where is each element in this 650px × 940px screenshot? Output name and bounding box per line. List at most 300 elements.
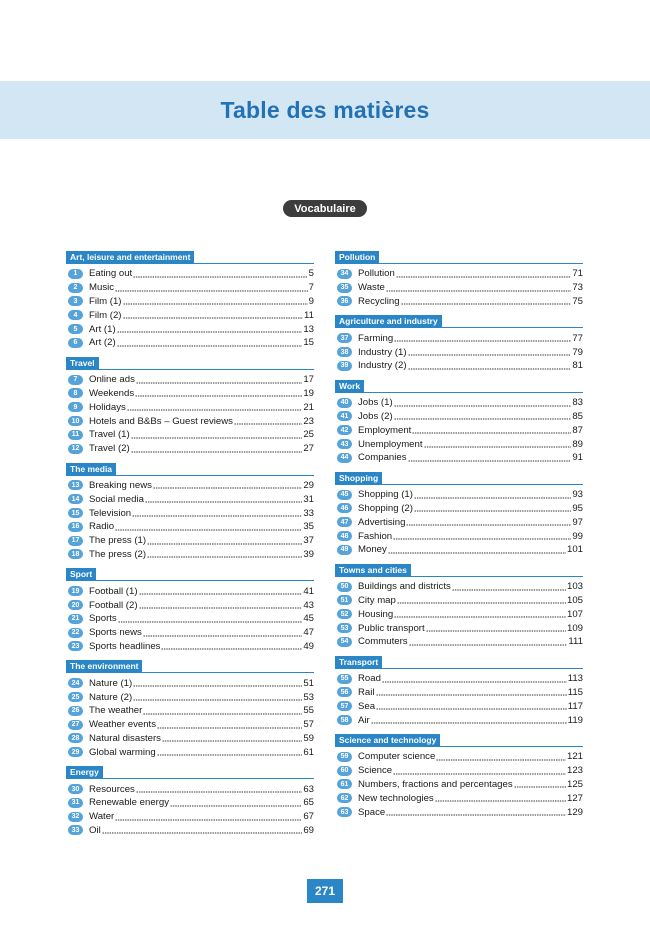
section-heading-label: Pollution: [335, 251, 379, 263]
unit-number-badge: 30: [68, 784, 83, 794]
toc-entry[interactable]: [66, 267, 314, 281]
entry-label: Fashion: [358, 530, 393, 542]
entry-label: Companies: [358, 452, 407, 464]
entry-page: 25: [303, 429, 314, 441]
unit-number-badge: 18: [68, 549, 83, 559]
unit-number-badge: 31: [68, 798, 83, 808]
entry-page: 105: [566, 594, 583, 606]
toc-entry[interactable]: [66, 492, 314, 506]
entry-page: 65: [303, 797, 314, 809]
entry-label: Natural disasters: [89, 732, 161, 744]
toc-entry[interactable]: [335, 488, 583, 502]
entry-label: Pollution: [358, 268, 395, 280]
dot-leader: [157, 721, 302, 729]
entry-label: Jobs (2): [358, 410, 393, 422]
entry-label: Weekends: [89, 387, 135, 399]
entry-label: Travel (2): [89, 443, 130, 455]
entry-page: 15: [303, 337, 314, 349]
section-heading-label: Shopping: [335, 472, 382, 484]
entry-page: 91: [572, 452, 583, 464]
dot-leader: [115, 523, 302, 531]
unit-number-badge: 56: [337, 687, 352, 697]
dot-leader: [153, 481, 302, 489]
toc-section: [335, 380, 583, 465]
dot-leader: [136, 376, 302, 384]
unit-number-badge: 59: [337, 752, 352, 762]
unit-number-badge: 42: [337, 425, 352, 435]
toc-entry[interactable]: [66, 704, 314, 718]
toc-entry[interactable]: [335, 805, 583, 819]
toc-entry[interactable]: [66, 796, 314, 810]
toc-entry[interactable]: [335, 594, 583, 608]
entry-page: 83: [572, 397, 583, 409]
unit-number-badge: 47: [337, 517, 352, 527]
toc-section: [66, 766, 314, 837]
entry-label: Sports: [89, 613, 117, 625]
dot-leader: [394, 610, 566, 618]
entry-label: Jobs (1): [358, 397, 393, 409]
dot-leader: [115, 813, 302, 821]
dot-leader: [147, 537, 302, 545]
dot-leader: [376, 702, 567, 710]
entry-label: Hotels and B&Bs – Guest reviews: [89, 415, 233, 427]
toc-entry[interactable]: [66, 640, 314, 654]
section-heading-label: Science and technology: [335, 734, 440, 746]
entry-label: Waste: [358, 282, 385, 294]
toc-entry[interactable]: [335, 515, 583, 529]
section-heading: [335, 564, 583, 577]
toc-section: [335, 564, 583, 649]
entry-page: 123: [566, 765, 583, 777]
entry-label: Football (2): [89, 599, 138, 611]
unit-number-badge: 20: [68, 600, 83, 610]
toc-entry[interactable]: [335, 713, 583, 727]
unit-number-badge: 13: [68, 480, 83, 490]
unit-number-badge: 22: [68, 628, 83, 638]
toc-entry[interactable]: [335, 359, 583, 373]
entry-page: 73: [572, 282, 583, 294]
unit-number-badge: 26: [68, 706, 83, 716]
entry-label: Breaking news: [89, 479, 152, 491]
toc-entry[interactable]: [66, 612, 314, 626]
dot-leader: [133, 679, 302, 687]
dot-leader: [115, 284, 308, 292]
unit-number-badge: 17: [68, 536, 83, 546]
unit-number-badge: 28: [68, 733, 83, 743]
entry-page: 13: [303, 323, 314, 335]
toc-entry[interactable]: [66, 782, 314, 796]
unit-number-badge: 16: [68, 522, 83, 532]
entry-label: Sea: [358, 700, 376, 712]
dot-leader: [127, 403, 303, 411]
toc-entry[interactable]: [66, 387, 314, 401]
entry-label: Holidays: [89, 401, 126, 413]
dot-leader: [136, 785, 302, 793]
entry-page: 63: [303, 783, 314, 795]
unit-number-badge: 21: [68, 614, 83, 624]
unit-number-badge: 48: [337, 531, 352, 541]
entry-label: Music: [89, 282, 115, 294]
entry-page: 101: [566, 544, 583, 556]
dot-leader: [102, 826, 303, 834]
entry-label: Weather events: [89, 719, 157, 731]
dot-leader: [143, 707, 302, 715]
dot-leader: [371, 716, 567, 724]
toc-entry[interactable]: [66, 506, 314, 520]
toc-entry[interactable]: [66, 534, 314, 548]
entry-page: 107: [566, 608, 583, 620]
toc-entry[interactable]: [66, 295, 314, 309]
section-heading: [66, 660, 314, 673]
entry-label: Air: [358, 714, 370, 726]
toc-entry[interactable]: [66, 322, 314, 336]
entry-label: Travel (1): [89, 429, 130, 441]
entry-page: 29: [303, 479, 314, 491]
entry-label: Water: [89, 811, 115, 823]
unit-number-badge: 1: [68, 269, 83, 279]
toc-section: [66, 568, 314, 653]
entry-label: Rail: [358, 686, 375, 698]
unit-number-badge: 37: [337, 333, 352, 343]
unit-number-badge: 58: [337, 715, 352, 725]
toc-section: [66, 660, 314, 759]
dot-leader: [408, 454, 572, 462]
entry-label: The press (1): [89, 535, 147, 547]
unit-number-badge: 5: [68, 324, 83, 334]
unit-number-badge: 3: [68, 296, 83, 306]
entry-label: New technologies: [358, 792, 434, 804]
section-heading: [66, 568, 314, 581]
entry-page: 85: [572, 410, 583, 422]
entry-label: Farming: [358, 332, 394, 344]
toc-entry[interactable]: [335, 686, 583, 700]
toc-entry[interactable]: [66, 428, 314, 442]
dot-leader: [426, 624, 566, 632]
unit-number-badge: 46: [337, 503, 352, 513]
unit-number-badge: 15: [68, 508, 83, 518]
entry-label: City map: [358, 594, 396, 606]
unit-number-badge: 44: [337, 453, 352, 463]
dot-leader: [234, 417, 302, 425]
entry-label: Oil: [89, 824, 101, 836]
dot-leader: [133, 270, 307, 278]
toc-entry[interactable]: [66, 824, 314, 838]
dot-leader: [436, 753, 566, 761]
entry-page: 129: [566, 806, 583, 818]
dot-leader: [414, 504, 571, 512]
section-heading: [335, 656, 583, 669]
entry-page: 79: [572, 346, 583, 358]
entry-label: Science: [358, 765, 393, 777]
dot-leader: [514, 780, 566, 788]
dot-leader: [393, 532, 571, 540]
dot-leader: [170, 799, 302, 807]
toc-entry[interactable]: [66, 548, 314, 562]
toc-entry[interactable]: [66, 718, 314, 732]
unit-number-badge: 41: [337, 411, 352, 421]
entry-page: 57: [303, 719, 314, 731]
entry-label: Recycling: [358, 295, 400, 307]
toc-column-right: [335, 251, 583, 826]
dot-leader: [145, 495, 302, 503]
toc-entry[interactable]: [66, 626, 314, 640]
unit-number-badge: 49: [337, 545, 352, 555]
entry-page: 69: [303, 824, 314, 836]
section-heading: [335, 380, 583, 393]
unit-number-badge: 4: [68, 310, 83, 320]
entry-page: 39: [303, 548, 314, 560]
entry-page: 71: [572, 268, 583, 280]
unit-number-badge: 23: [68, 641, 83, 651]
unit-number-badge: 9: [68, 402, 83, 412]
unit-number-badge: 45: [337, 490, 352, 500]
dot-leader: [162, 734, 302, 742]
unit-number-badge: 54: [337, 637, 352, 647]
dot-leader: [408, 362, 572, 370]
toc-entry[interactable]: [335, 396, 583, 410]
toc-entry[interactable]: [335, 281, 583, 295]
entry-page: 17: [303, 374, 314, 386]
toc-entry[interactable]: [335, 778, 583, 792]
unit-number-badge: 10: [68, 416, 83, 426]
dot-leader: [435, 794, 566, 802]
unit-number-badge: 35: [337, 283, 352, 293]
toc-entry[interactable]: [335, 451, 583, 465]
dot-leader: [406, 518, 571, 526]
toc-entry[interactable]: [335, 423, 583, 437]
dot-leader: [161, 642, 302, 650]
entry-label: Art (1): [89, 323, 116, 335]
dot-leader: [393, 767, 566, 775]
unit-number-badge: 57: [337, 701, 352, 711]
toc-entry[interactable]: [335, 345, 583, 359]
section-heading: [335, 734, 583, 747]
section-heading-label: Travel: [66, 357, 99, 369]
toc-entry[interactable]: [335, 580, 583, 594]
section-badge: Vocabulaire: [283, 200, 367, 217]
toc-entry[interactable]: [66, 520, 314, 534]
unit-number-badge: 39: [337, 361, 352, 371]
dot-leader: [135, 389, 302, 397]
unit-number-badge: 29: [68, 747, 83, 757]
entry-label: Sports headlines: [89, 640, 161, 652]
page-number: 271: [307, 879, 343, 903]
entry-label: The weather: [89, 705, 143, 717]
entry-label: Employment: [358, 424, 412, 436]
unit-number-badge: 60: [337, 766, 352, 776]
dot-leader: [139, 601, 303, 609]
toc-entry[interactable]: [335, 750, 583, 764]
toc-entry[interactable]: [66, 810, 314, 824]
entry-page: 43: [303, 599, 314, 611]
toc-entry[interactable]: [66, 676, 314, 690]
unit-number-badge: 55: [337, 674, 352, 684]
unit-number-badge: 27: [68, 720, 83, 730]
toc-entry[interactable]: [66, 732, 314, 746]
unit-number-badge: 11: [68, 430, 83, 440]
toc-entry[interactable]: [66, 598, 314, 612]
entry-page: 77: [572, 332, 583, 344]
dot-leader: [139, 587, 303, 595]
section-heading: [66, 463, 314, 476]
entry-page: 119: [567, 714, 583, 726]
dot-leader: [117, 325, 303, 333]
toc-entry[interactable]: [66, 479, 314, 493]
entry-page: 87: [572, 424, 583, 436]
toc-entry[interactable]: [335, 529, 583, 543]
section-heading-label: The media: [66, 463, 116, 475]
entry-page: 97: [572, 516, 583, 528]
entry-page: 67: [303, 811, 314, 823]
entry-page: 115: [567, 686, 583, 698]
unit-number-badge: 52: [337, 609, 352, 619]
dot-leader: [452, 583, 566, 591]
toc-entry[interactable]: [335, 502, 583, 516]
toc-section: [335, 472, 583, 557]
entry-label: Industry (1): [358, 346, 407, 358]
entry-label: Resources: [89, 783, 135, 795]
toc-entry[interactable]: [66, 745, 314, 759]
entry-label: Television: [89, 507, 132, 519]
entry-page: 21: [303, 401, 314, 413]
unit-number-badge: 25: [68, 692, 83, 702]
toc-entry[interactable]: [335, 607, 583, 621]
toc-entry[interactable]: [66, 336, 314, 350]
section-heading: [66, 357, 314, 370]
entry-page: 125: [566, 778, 583, 790]
unit-number-badge: 38: [337, 347, 352, 357]
toc-entry[interactable]: [66, 584, 314, 598]
dot-leader: [396, 270, 572, 278]
toc-entry[interactable]: [335, 437, 583, 451]
dot-leader: [394, 399, 572, 407]
section-heading-label: Energy: [66, 766, 103, 778]
entry-page: 61: [303, 746, 314, 758]
entry-label: Online ads: [89, 374, 135, 386]
entry-label: Eating out: [89, 268, 133, 280]
toc-entry[interactable]: [66, 414, 314, 428]
entry-page: 99: [572, 530, 583, 542]
entry-label: Public transport: [358, 622, 425, 634]
toc-entry[interactable]: [66, 442, 314, 456]
entry-label: Global warming: [89, 746, 156, 758]
entry-label: Commuters: [358, 636, 408, 648]
toc-section: [335, 315, 583, 372]
unit-number-badge: 12: [68, 444, 83, 454]
unit-number-badge: 53: [337, 623, 352, 633]
unit-number-badge: 2: [68, 283, 83, 293]
entry-page: 37: [303, 535, 314, 547]
unit-number-badge: 8: [68, 388, 83, 398]
dot-leader: [133, 693, 302, 701]
toc-entry[interactable]: [335, 267, 583, 281]
entry-page: 45: [303, 613, 314, 625]
entry-label: Advertising: [358, 516, 406, 528]
section-heading-label: Agriculture and industry: [335, 315, 442, 327]
toc-entry[interactable]: [335, 699, 583, 713]
entry-page: 35: [303, 521, 314, 533]
dot-leader: [386, 284, 571, 292]
entry-label: Shopping (2): [358, 502, 413, 514]
entry-label: Unemployment: [358, 438, 423, 450]
dot-leader: [409, 638, 568, 646]
entry-label: The press (2): [89, 548, 147, 560]
toc-entry[interactable]: [335, 672, 583, 686]
unit-number-badge: 33: [68, 825, 83, 835]
dot-leader: [388, 546, 566, 554]
unit-number-badge: 62: [337, 793, 352, 803]
entry-label: Renewable energy: [89, 797, 170, 809]
dot-leader: [424, 440, 572, 448]
dot-leader: [123, 311, 304, 319]
unit-number-badge: 51: [337, 595, 352, 605]
entry-label: Road: [358, 673, 381, 685]
entry-label: Money: [358, 544, 387, 556]
entry-label: Computer science: [358, 751, 436, 763]
toc-entry[interactable]: [335, 295, 583, 309]
toc-entry[interactable]: [335, 764, 583, 778]
entry-page: 9: [308, 295, 314, 307]
entry-page: 111: [568, 636, 583, 648]
toc-entry[interactable]: [66, 690, 314, 704]
entry-label: Football (1): [89, 585, 138, 597]
section-heading-label: Towns and cities: [335, 564, 411, 576]
dot-leader: [414, 491, 571, 499]
unit-number-badge: 40: [337, 398, 352, 408]
toc-entry[interactable]: [66, 308, 314, 322]
toc-entry[interactable]: [335, 635, 583, 649]
toc-entry[interactable]: [335, 621, 583, 635]
entry-page: 23: [303, 415, 314, 427]
section-heading-label: Work: [335, 380, 364, 392]
entry-page: 55: [303, 705, 314, 717]
dot-leader: [394, 334, 571, 342]
toc-entry[interactable]: [335, 410, 583, 424]
toc-entry[interactable]: [335, 791, 583, 805]
toc-section: [66, 251, 314, 350]
toc-section: [335, 656, 583, 727]
toc-entry[interactable]: [66, 373, 314, 387]
toc-column-left: [66, 251, 314, 844]
entry-page: 33: [303, 507, 314, 519]
entry-label: Film (1): [89, 295, 122, 307]
title-band: [0, 81, 650, 139]
entry-page: 47: [303, 627, 314, 639]
entry-page: 19: [303, 387, 314, 399]
section-heading: [66, 251, 314, 264]
toc-entry[interactable]: [335, 331, 583, 345]
dot-leader: [117, 339, 303, 347]
entry-page: 11: [304, 309, 314, 321]
section-heading-label: The environment: [66, 660, 142, 672]
section-heading: [335, 472, 583, 485]
unit-number-badge: 50: [337, 582, 352, 592]
entry-label: Shopping (1): [358, 489, 413, 501]
dot-leader: [386, 808, 566, 816]
unit-number-badge: 63: [337, 807, 352, 817]
entry-label: Film (2): [89, 309, 122, 321]
unit-number-badge: 34: [337, 269, 352, 279]
unit-number-badge: 43: [337, 439, 352, 449]
toc-entry[interactable]: [66, 281, 314, 295]
entry-page: 81: [572, 360, 583, 372]
toc-entry[interactable]: [66, 400, 314, 414]
entry-page: 93: [572, 489, 583, 501]
section-heading: [335, 251, 583, 264]
unit-number-badge: 6: [68, 338, 83, 348]
toc-entry[interactable]: [335, 543, 583, 557]
dot-leader: [118, 615, 303, 623]
